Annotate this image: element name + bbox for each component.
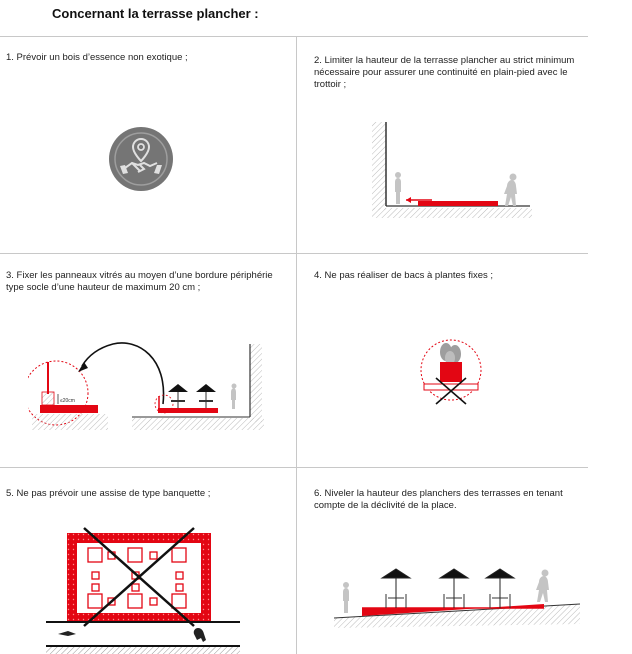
item-2-text: 2. Limiter la hauteur de la terrasse plancher au strict minimum nécessaire pour assurer une continuité en plain-pied avec le trottoir ; — [314, 55, 575, 90]
item-3-text: 3. Fixer les panneaux vitrés au moyen d’une bordure périphérie type socle d’une hauteur de maximum 20 cm ; — [6, 270, 273, 293]
glass-panel-base-illustration — [28, 338, 266, 434]
section-title: Concernant la terrasse plancher : — [52, 6, 259, 21]
sloped-terrace-illustration — [334, 564, 580, 634]
divider-column — [296, 36, 297, 654]
item-5-text: 5. Ne pas prévoir une assise de type banquette ; — [6, 488, 211, 499]
fixed-planter-crossed-illustration — [418, 338, 484, 408]
divider-row-1 — [0, 253, 588, 254]
height-label: ≤20cm — [60, 398, 75, 404]
item-6-text: 6. Niveler la hauteur des planchers des terrasses en tenant compte de la déclivité de la place. — [314, 488, 563, 511]
item-4-text: 4. Ne pas réaliser de bacs à plantes fixes ; — [314, 270, 494, 281]
terrace-level-illustration — [372, 120, 532, 220]
divider-top — [0, 36, 588, 37]
item-1-text: 1. Prévoir un bois d’essence non exotique ; — [6, 52, 188, 63]
bench-seating-crossed-illustration — [46, 522, 240, 654]
divider-row-2 — [0, 467, 588, 468]
eco-handshake-icon — [108, 126, 174, 192]
